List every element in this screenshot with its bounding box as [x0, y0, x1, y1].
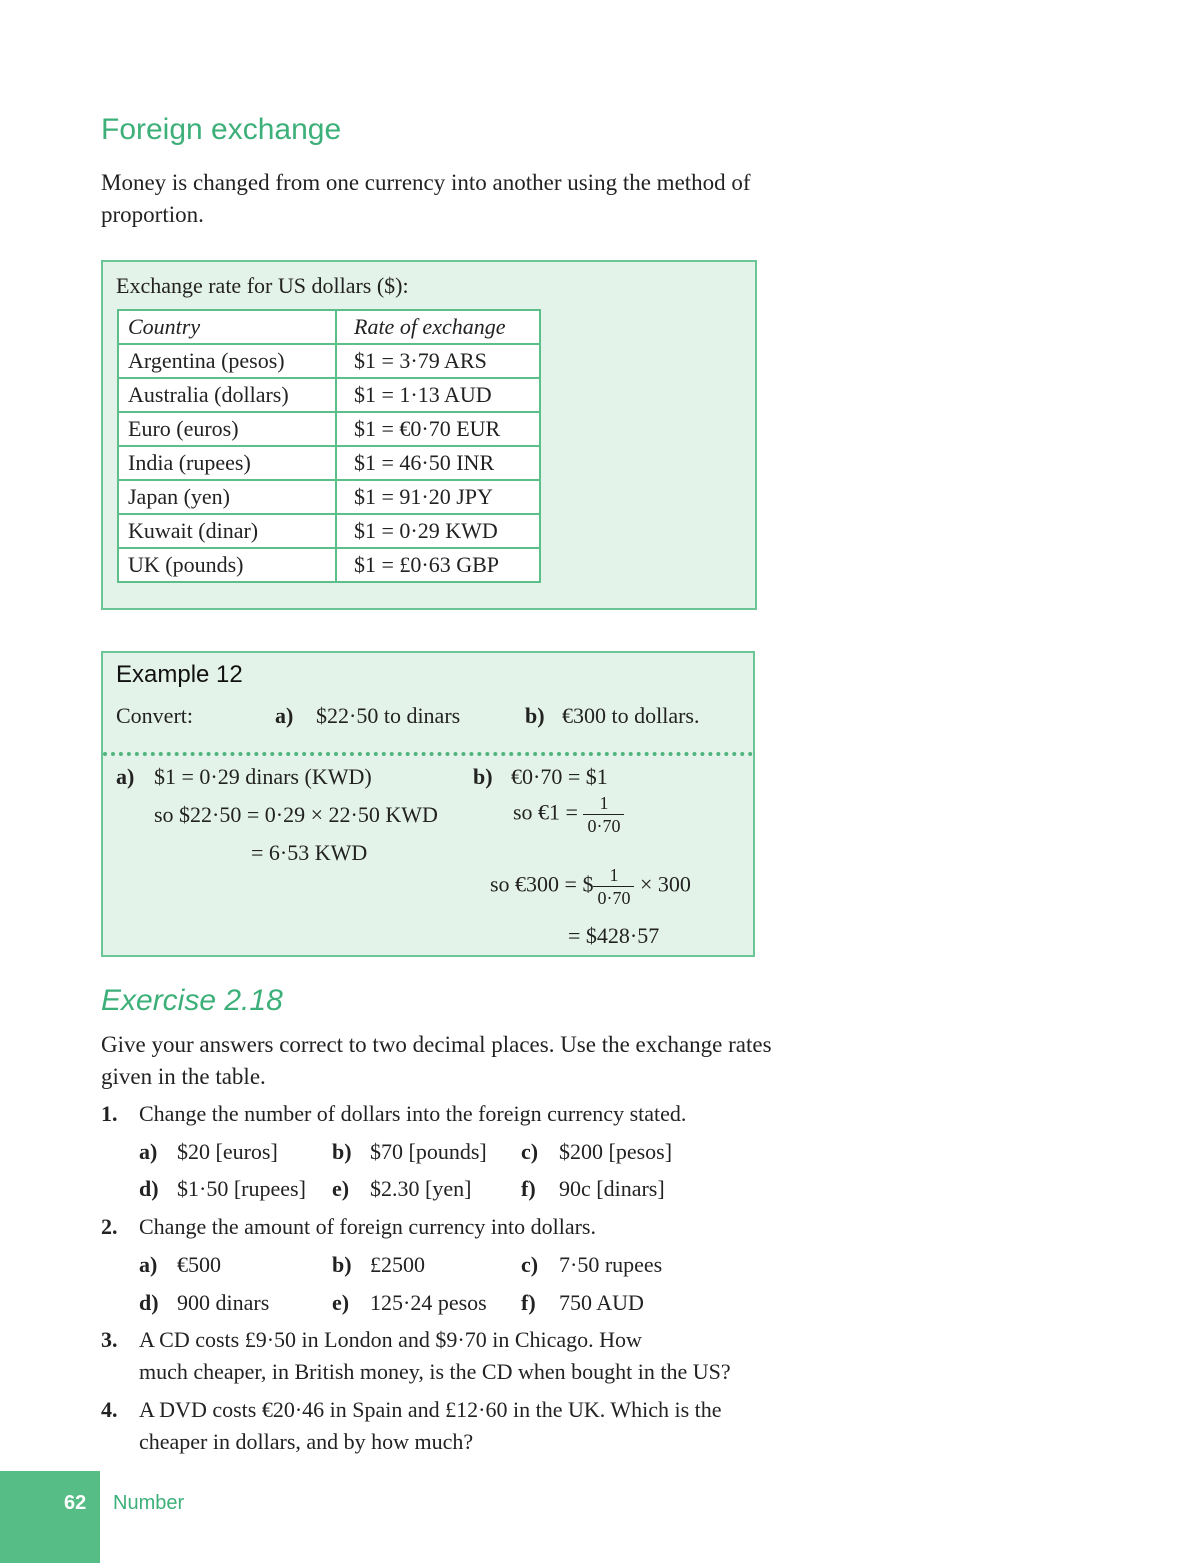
solution-a-label: a): [116, 764, 135, 789]
chapter-label: Number: [113, 1492, 185, 1514]
question-2-number: 2.: [101, 1214, 118, 1239]
part-b-label: b): [525, 703, 545, 728]
q2-part-label: e): [332, 1290, 350, 1315]
rate-cell: $1 = 1·13 AUD: [336, 378, 540, 412]
solution-b-line-3-post: × 300: [639, 871, 691, 897]
rate-box-caption: Exchange rate for US dollars ($):: [116, 273, 409, 298]
q1-part-text: $1·50 [rupees]: [177, 1176, 306, 1201]
table-row: [118, 378, 540, 412]
header-rate: Rate of exchange: [336, 310, 540, 344]
solution-b-line-2-text: so €1 =: [513, 799, 578, 825]
country-cell: Japan (yen): [118, 480, 336, 514]
convert-label: Convert:: [116, 703, 193, 728]
fraction: [593, 864, 634, 909]
q2-part-label: a): [139, 1252, 158, 1277]
part-a-text: $22·50 to dinars: [316, 703, 461, 728]
country-cell: UK (pounds): [118, 548, 336, 582]
intro-line-1: Money is changed from one currency into another using the method of: [101, 170, 751, 195]
fraction-numerator: 1: [583, 792, 624, 815]
rate-cell: $1 = €0·70 EUR: [336, 412, 540, 446]
solution-a-line-2: so $22·50 = 0·29 × 22·50 KWD: [154, 802, 438, 827]
question-4-line-1: A DVD costs €20·46 in Spain and £12·60 in the UK. Which is the: [139, 1397, 722, 1422]
q1-part-text: $70 [pounds]: [370, 1139, 487, 1164]
example-box: [101, 651, 755, 957]
country-cell: India (rupees): [118, 446, 336, 480]
page-number: 62: [64, 1492, 87, 1514]
fraction-denominator: 0·70: [587, 816, 621, 836]
exercise-intro-line-2: given in the table.: [101, 1064, 266, 1089]
solution-a-line-3: = 6·53 KWD: [251, 840, 368, 865]
q2-part-text: 125·24 pesos: [370, 1290, 487, 1315]
rate-cell: $1 = 46·50 INR: [336, 446, 540, 480]
q1-part-label: d): [139, 1176, 159, 1201]
question-4-number: 4.: [101, 1397, 118, 1422]
section-title: Foreign exchange: [101, 113, 342, 146]
country-cell: Argentina (pesos): [118, 344, 336, 378]
q1-part-text: 90c [dinars]: [559, 1176, 665, 1201]
q2-part-text: £2500: [370, 1252, 425, 1277]
rate-cell: $1 = 0·29 KWD: [336, 514, 540, 548]
exercise-title: Exercise 2.18: [101, 984, 283, 1017]
q2-part-label: b): [332, 1252, 352, 1277]
exchange-rate-box: [101, 260, 757, 610]
question-3-line-1: A CD costs £9·50 in London and $9·70 in Chicago. How: [139, 1327, 642, 1352]
q1-part-text: $20 [euros]: [177, 1139, 278, 1164]
q1-part-text: $200 [pesos]: [559, 1139, 673, 1164]
question-3-line-2: much cheaper, in British money, is the CD when bought in the US?: [139, 1359, 731, 1384]
question-4-line-2: cheaper in dollars, and by how much?: [139, 1429, 474, 1454]
rate-cell: $1 = £0·63 GBP: [336, 548, 540, 582]
solution-b-line-3: [490, 864, 691, 909]
question-2-text: Change the amount of foreign currency into dollars.: [139, 1214, 596, 1239]
header-country: Country: [118, 310, 336, 344]
q2-part-text: 900 dinars: [177, 1290, 270, 1315]
table-row: [118, 480, 540, 514]
table-row: [118, 514, 540, 548]
solution-b-line-1: €0·70 = $1: [511, 764, 608, 789]
solution-b-line-4: = $428·57: [568, 923, 660, 948]
question-1-text: Change the number of dollars into the foreign currency stated.: [139, 1101, 687, 1126]
q1-part-label: a): [139, 1139, 158, 1164]
table-row: [118, 412, 540, 446]
fraction: [583, 792, 624, 837]
q2-part-label: c): [521, 1252, 539, 1277]
table-row: [118, 446, 540, 480]
intro-line-2: proportion.: [101, 202, 204, 227]
q1-part-label: b): [332, 1139, 352, 1164]
q2-part-text: €500: [177, 1252, 221, 1277]
solution-b-line-3-pre: so €300 = $: [490, 871, 594, 897]
country-cell: Euro (euros): [118, 412, 336, 446]
table-row: [118, 548, 540, 582]
q2-part-label: f): [521, 1290, 536, 1315]
solution-b-label: b): [473, 764, 493, 789]
country-cell: Australia (dollars): [118, 378, 336, 412]
q2-part-text: 750 AUD: [559, 1290, 644, 1315]
q1-part-label: c): [521, 1139, 539, 1164]
q1-part-label: f): [521, 1176, 536, 1201]
part-a-label: a): [275, 703, 294, 728]
dotted-divider: [103, 752, 753, 756]
fraction-denominator: 0·70: [597, 888, 631, 908]
part-b-text: €300 to dollars.: [562, 703, 700, 728]
q1-part-label: e): [332, 1176, 350, 1201]
rate-cell: $1 = 3·79 ARS: [336, 344, 540, 378]
footer-bar: [0, 1471, 100, 1563]
exercise-intro-line-1: Give your answers correct to two decimal places. Use the exchange rates: [101, 1032, 772, 1057]
question-1-number: 1.: [101, 1101, 118, 1126]
question-3-number: 3.: [101, 1327, 118, 1352]
q2-part-label: d): [139, 1290, 159, 1315]
table-header-row: [118, 310, 540, 344]
q2-part-text: 7·50 rupees: [559, 1252, 663, 1277]
q1-part-text: $2.30 [yen]: [370, 1176, 472, 1201]
fraction-numerator: 1: [593, 864, 634, 887]
example-title: Example 12: [116, 661, 243, 688]
country-cell: Kuwait (dinar): [118, 514, 336, 548]
solution-b-line-2: [513, 792, 624, 837]
exchange-rate-table: [117, 309, 541, 583]
table-row: [118, 344, 540, 378]
rate-cell: $1 = 91·20 JPY: [336, 480, 540, 514]
solution-a-line-1: $1 = 0·29 dinars (KWD): [154, 764, 372, 789]
